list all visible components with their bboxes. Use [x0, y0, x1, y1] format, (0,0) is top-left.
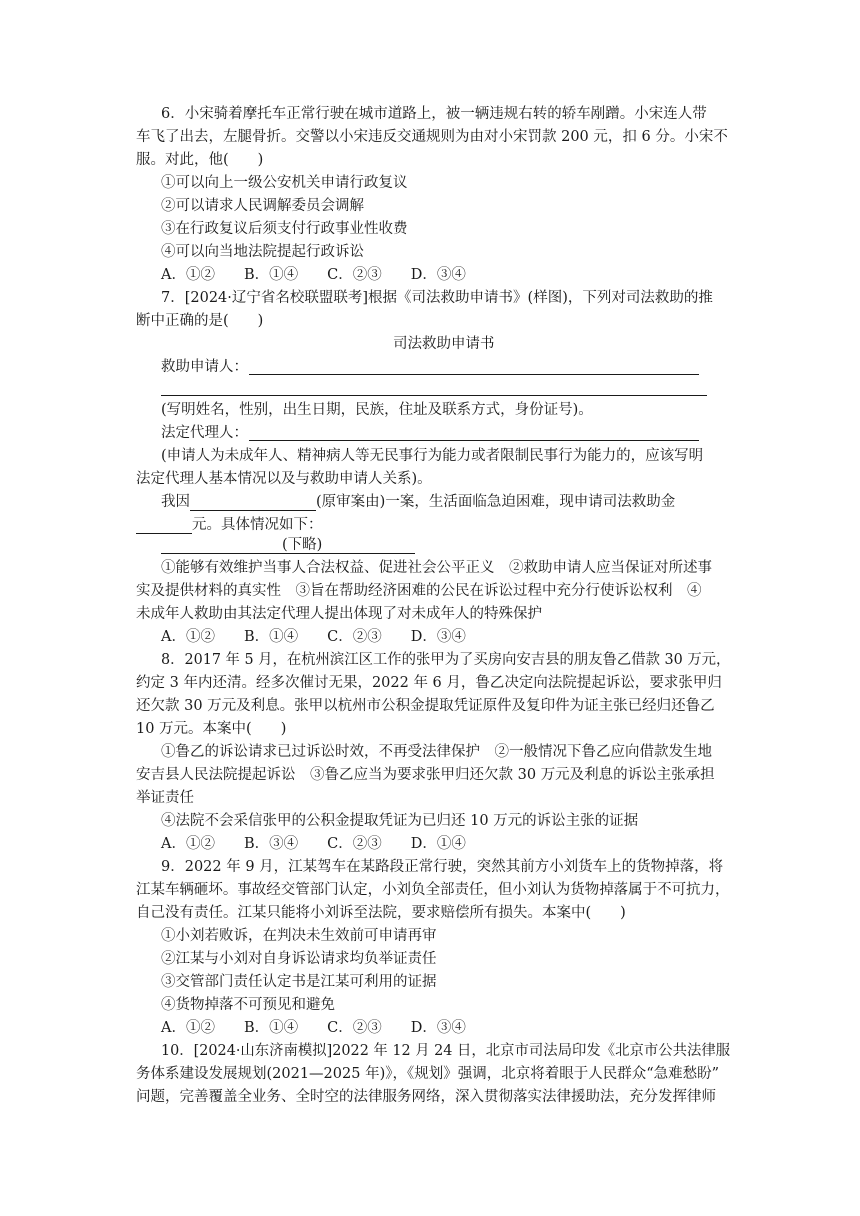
q8-stem-line-3: 还欠款 30 万元及利息。张甲以杭州市公积金提取凭证原件及复印件为证主张已经归还鲁乙: [136, 698, 715, 714]
q6-option-1: ①可以向上一级公安机关申请行政复议: [161, 175, 408, 191]
q9-choices: A．①② B．①④ C．②③ D．③④: [161, 1020, 466, 1036]
form-omitted: (下略): [282, 537, 323, 553]
applicant-blank-line: [249, 374, 699, 375]
q8-stem-line-4: 10 万元。本案中( ): [136, 721, 287, 737]
form-agent-label: 法定代理人：: [161, 425, 248, 441]
q8-option-line-3: 举证责任: [136, 790, 194, 806]
q9-option-2: ②江某与小刘对自身诉讼请求均负举证责任: [161, 951, 437, 967]
form-agent-note-2: 法定代理人基本情况以及与救助申请人关系)。: [136, 471, 432, 487]
q9-stem-line-1: 9．2022 年 9 月，江某驾车在某路段正常行驶，突然其前方小刘货车上的货物掉落，将: [161, 859, 724, 875]
form-applicant-note: (写明姓名，性别，出生日期，民族，住址及联系方式，身份证号)。: [161, 402, 593, 418]
form-amount-suffix: 元。具体情况如下：: [192, 517, 323, 533]
amount-blank-line: [136, 533, 192, 534]
q6-stem-line-2: 车飞了出去，左腿骨折。交警以小宋违反交通规则为由对小宋罚款 200 元，扣 6 分。小宋不: [136, 129, 728, 145]
q8-choices: A．①② B．③④ C．②③ D．①④: [161, 836, 466, 852]
q6-option-2: ②可以请求人民调解委员会调解: [161, 198, 364, 214]
form-title: 司法救助申请书: [393, 336, 495, 352]
omitted-underline: [161, 553, 415, 554]
q9-option-1: ①小刘若败诉，在判决未生效前可申请再审: [161, 928, 437, 944]
form-agent-note-1: (申请人为未成年人、精神病人等无民事行为能力或者限制民事行为能力的，应该写明: [161, 448, 704, 464]
q8-option-line-1: ①鲁乙的诉讼请求已过诉讼时效，不再受法律保护 ②一般情况下鲁乙应向借款发生地: [161, 744, 712, 760]
form-applicant-label: 救助申请人：: [161, 359, 248, 375]
q9-option-3: ③交管部门责任认定书是江某可利用的证据: [161, 974, 437, 990]
form-reason-suffix: (原审案由)一案，生活面临急迫困难，现申请司法救助金: [316, 494, 676, 510]
q8-option-line-2: 安吉县人民法院提起诉讼 ③鲁乙应当为要求张甲归还欠款 30 万元及利息的诉讼主张承担: [136, 767, 715, 783]
q7-stem-line-1: 7．[2024·辽宁省名校联盟联考]根据《司法救助申请书》(样图)，下列对司法救助的推: [161, 290, 713, 306]
q6-option-3: ③在行政复议后须支付行政事业性收费: [161, 221, 408, 237]
applicant-blank-line-2: [161, 395, 707, 396]
q6-stem-line-3: 服。对此，他( ): [136, 152, 264, 168]
q7-stem-line-2: 断中正确的是( ): [136, 313, 264, 329]
reason-blank-line: [190, 510, 316, 511]
q7-option-line-3: 未成年人救助由其法定代理人提出体现了对未成年人的特殊保护: [136, 606, 542, 622]
q7-option-line-1: ①能够有效维护当事人合法权益、促进社会公平正义 ②救助申请人应当保证对所述事: [161, 560, 712, 576]
q10-stem-line-1: 10．[2024·山东济南模拟]2022 年 12 月 24 日，北京市司法局印发《北京市公共法律服: [161, 1043, 731, 1059]
agent-blank-line: [249, 440, 699, 441]
q6-option-4: ④可以向当地法院提起行政诉讼: [161, 244, 364, 260]
q9-stem-line-3: 自己没有责任。江某只能将小刘诉至法院，要求赔偿所有损失。本案中( ): [136, 905, 626, 921]
q7-option-line-2: 实及提供材料的真实性 ③旨在帮助经济困难的公民在诉讼过程中充分行使诉讼权利 ④: [136, 583, 702, 599]
q8-stem-line-1: 8．2017 年 5 月，在杭州滨江区工作的张甲为了买房向安吉县的朋友鲁乙借款 30 万元，: [161, 652, 731, 668]
q6-choices: A．①② B．①④ C．②③ D．③④: [161, 267, 466, 283]
q8-option-line-4: ④法院不会采信张甲的公积金提取凭证为已归还 10 万元的诉讼主张的证据: [161, 813, 639, 829]
q9-option-4: ④货物掉落不可预见和避免: [161, 997, 335, 1013]
q10-stem-line-2: 务体系建设发展规划(2021—2025 年)》，《规划》强调，北京将着眼于人民群众“急难愁盼”: [136, 1066, 720, 1082]
q8-stem-line-2: 约定 3 年内还清。经多次催讨无果，2022 年 6 月，鲁乙决定向法院提起诉讼，要求张甲归: [136, 675, 722, 691]
q9-stem-line-2: 江某车辆砸坏。事故经交管部门认定，小刘负全部责任，但小刘认为货物掉落属于不可抗力，: [136, 882, 730, 898]
q6-stem-line-1: 6．小宋骑着摩托车正常行驶在城市道路上，被一辆违规右转的轿车剐蹭。小宋连人带: [161, 106, 707, 122]
form-reason-prefix: 我因: [161, 494, 190, 510]
q7-choices: A．①② B．①④ C．②③ D．③④: [161, 629, 466, 645]
q10-stem-line-3: 问题，完善覆盖全业务、全时空的法律服务网络，深入贯彻落实法律援助法，充分发挥律师: [136, 1089, 716, 1105]
